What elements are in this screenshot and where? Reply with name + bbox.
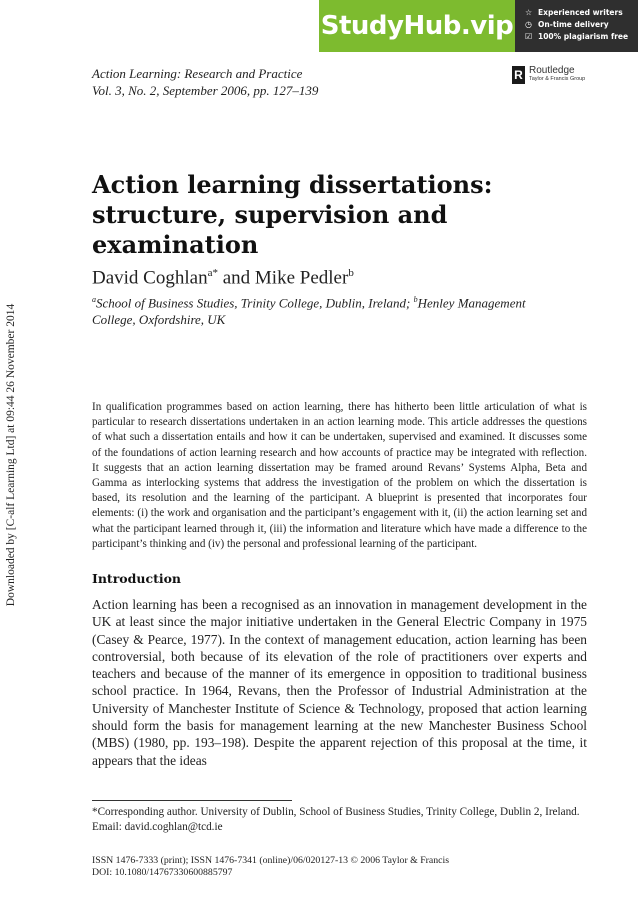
- affil-marker: b: [413, 295, 418, 304]
- article-title: Action learning dissertations: structure, supervision and examination: [92, 170, 493, 259]
- abstract: In qualification programmes based on action learning, there has hitherto been little articulation of what is particular to research dissertations undertaken in an action learning mode. This article addresses the questions of what such a dissertation entails and how it can be undertaken, supervised and examined. It discusses some of the foundations of action learning research and how accounts of practice may be integrated with reflection. It suggests that an action learning dissertation may be framed around Revans’ Systems Alpha, Beta and Gamma as interlocking systems that address the investigation of the problem on which the dissertation is based, its resolution and the learning of the participant. A blueprint is presented that incorporates four elements: (i) the work and organisation and the participant’s engagement with it, (ii) the action learning set and what the participant learned through it, (iii) the information and literature which have made a difference to the participant’s thinking and (iv) the personal and professional learning of the participant.: [92, 401, 587, 550]
- footnote: *Corresponding author. University of Dublin, School of Business Studies, Trinity College, Dublin 2, Ireland. Email: david.coghlan@tcd.ie: [92, 806, 580, 833]
- feature-item: [525, 30, 638, 42]
- publisher-logo: [512, 66, 585, 84]
- feature-label: On-time delivery: [538, 19, 609, 29]
- star-icon: ☆: [525, 7, 533, 17]
- banner-brand[interactable]: StudyHub.vip: [319, 0, 515, 52]
- affil-marker: a: [92, 295, 96, 304]
- issn-line: ISSN 1476-7333 (print); ISSN 1476-7341 (online)/06/020127-13 © 2006 Taylor & Francis: [92, 855, 450, 866]
- affiliation-b: Henley Management College, Oxfordshire, UK: [92, 295, 526, 328]
- introduction-text: Action learning has been a recognised as an innovation in management development in the UK at least since the major initiative undertaken in the General Electric Company in 1975 (Casey & Pearce, 1977). In the context of management education, action learning has been controversial, both because of its elevation of the role of practitioners over experts and teachers and because of the manner of its emergence in opposition to traditional business school practice. In 1964, Revans, then the Professor of Industrial Administration at the University of Manchester Institute of Science & Technology, proposed that action learning should form the basis for management learning at the new Manchester Business School (MBS) (1980, pp. 193–198). Despite the apparent rejection of this proposal at the time, it appears that the ideas: [92, 597, 587, 768]
- authors: [92, 267, 354, 289]
- footnote-divider: [92, 800, 292, 801]
- clock-icon: ◷: [525, 19, 532, 29]
- author-superscript: b: [348, 267, 354, 279]
- ad-banner[interactable]: [319, 0, 638, 52]
- feature-label: Experienced writers: [538, 7, 623, 17]
- affiliations: [92, 291, 572, 328]
- author-conjunction: and: [217, 267, 255, 289]
- journal-name: Action Learning: Research and Practice: [92, 66, 303, 81]
- author-name: David Coghlan: [92, 267, 208, 289]
- feature-label: 100% plagiarism free: [538, 31, 629, 41]
- affiliation-a: School of Business Studies, Trinity College, Dublin, Ireland;: [96, 295, 414, 311]
- journal-citation: [92, 65, 318, 99]
- issn-info: [92, 855, 592, 879]
- journal-volume: Vol. 3, No. 2, September 2006, pp. 127–139: [92, 83, 319, 98]
- shield-check-icon: ☑: [525, 31, 533, 41]
- feature-item: [525, 18, 638, 30]
- publisher-group: Taylor & Francis Group: [529, 76, 586, 82]
- routledge-icon: R: [512, 66, 525, 84]
- section-heading: Introduction: [92, 571, 182, 586]
- author-superscript: a*: [207, 267, 218, 279]
- publisher-name: Routledge: [529, 65, 575, 76]
- banner-features: [515, 0, 638, 52]
- download-watermark: Downloaded by [C-alf Learning Ltd] at 09:44 26 November 2014: [5, 303, 17, 607]
- feature-item: [525, 6, 638, 18]
- doi-line: DOI: 10.1080/14767330600885797: [92, 867, 233, 878]
- author-name: Mike Pedler: [254, 267, 349, 289]
